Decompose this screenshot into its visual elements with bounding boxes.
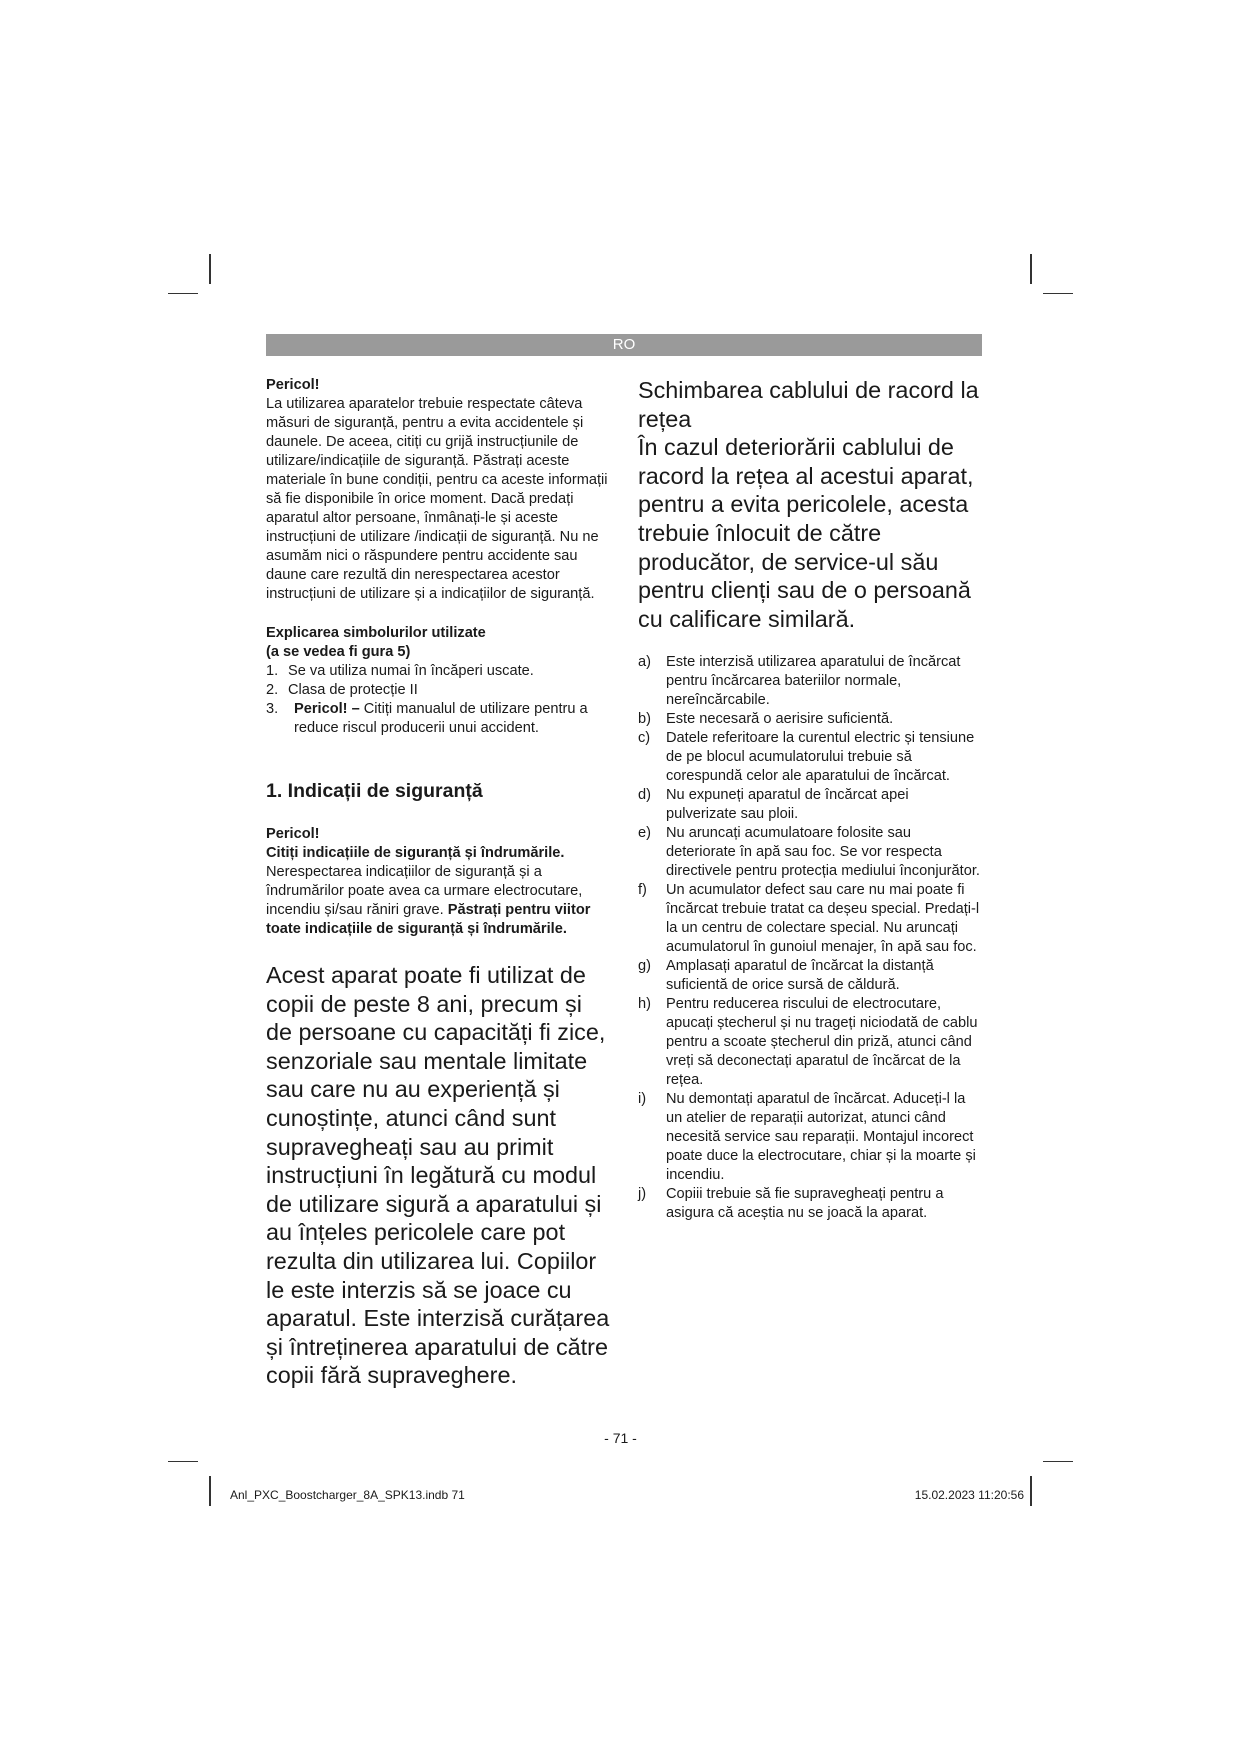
footer-filename: Anl_PXC_Boostcharger_8A_SPK13.indb 71: [230, 1488, 465, 1502]
list-item: 1. Se va utiliza numai în încăperi uscate.: [266, 663, 534, 679]
list-item: e) Nu aruncați acumulatoare folosite sau deteriorate în apă sau foc. Se vor respecta directivele pentru protecția mediului înconjurător.: [638, 825, 980, 880]
list-item: d) Nu expuneți aparatul de încărcat apei pulverizate sau ploii.: [638, 787, 909, 823]
list-item: a) Este interzisă utilizarea aparatului de încărcat pentru încărcarea bateriilor normale, nereîncărcabile.: [638, 654, 961, 709]
cable-title: Schimbarea cablului de racord la rețea: [638, 377, 979, 432]
danger2-body: Citiți indicațiile de siguranță și îndrumările. Nerespectarea indicațiilor de siguranță și a îndrumărilor poate avea ca urmare electrocutare, incendiu și/sau răniri grave. Păstrați pentru viitor toate indicațiile de siguranță și îndrumările.: [266, 845, 591, 937]
left-column: [266, 376, 614, 1390]
list-item: j) Copiii trebuie să fie supravegheați pentru a asigura că aceștia nu se joacă la aparat.: [638, 1186, 944, 1222]
danger-text: La utilizarea aparatelor trebuie respectate câteva măsuri de siguranță, pentru a evita accidentele și daunele. De aceea, citiți cu grijă instrucțiunile de utilizare/indicațiile de siguranță. Păstrați aceste materiale în bune condiții, pentru ca aceste informații să fie disponibile în orice moment. Dacă predați aparatul altor persoane, înmânați-le și aceste instrucțiuni de utilizare /indicații de siguranță. Nu ne asumăm nici o răspundere pentru accidente sau daune care rezultă din nerespectarea acestor instrucțiuni de utilizare și a indicațiilor de siguranță.: [266, 396, 608, 602]
list-item: 3. Pericol! – Citiți manualul de utilizare pentru a reduce riscul producerii unui accident.: [266, 701, 588, 736]
footer-datetime: 15.02.2023 11:20:56: [914, 1488, 1024, 1502]
crop-mark: [168, 293, 198, 294]
list-item: h) Pentru reducerea riscului de electrocutare, apucați ștecherul și nu trageți niciodată de cablu pentru a scoate ștecherul din priză, atunci când vreți să deconectați aparatul de încărcat de la rețea.: [638, 996, 978, 1089]
crop-mark: [168, 1461, 198, 1462]
danger-title: Pericol!: [266, 377, 320, 393]
page-number: - 71 -: [604, 1430, 637, 1446]
list-item: c) Datele referitoare la curentul electric și tensiune de pe blocul acumulatorului trebuie să corespundă celor ale aparatului de încărcat.: [638, 730, 975, 785]
symbols-list: [266, 662, 614, 738]
crop-mark: [209, 254, 211, 284]
crop-mark: [1030, 1476, 1032, 1506]
safety-list: [638, 653, 982, 1223]
section-title: 1. Indicații de siguranță: [266, 780, 483, 802]
crop-mark: [1043, 293, 1073, 294]
language-bar: RO: [266, 334, 982, 356]
list-item: 2. Clasa de protecție II: [266, 682, 418, 698]
danger2-title: Pericol!: [266, 826, 320, 842]
list-item: b) Este necesară o aerisire suficientă.: [638, 711, 894, 728]
children-warning: Acest aparat poate fi utilizat de copii de peste 8 ani, precum și de persoane cu capacități fi zice, senzoriale sau mentale limitate sau care nu au experiență și cunoștințe, atunci când sunt supravegheați sau au primit instrucțiuni în legătură cu modul de utilizare sigură a aparatului și au înțeles pericolele care pot rezulta din utilizarea lui. Copiilor le este interzis să se joace cu aparatul. Este interzisă curățarea și întreținerea aparatului de către copii fără supraveghere.: [266, 962, 610, 1389]
cable-text: În cazul deteriorării cablului de racord la rețea al acestui aparat, pentru a evita pericolele, acesta trebuie înlocuit de către producător, de service-ul său pentru clienți sau de o persoană cu calificare similară.: [638, 434, 974, 632]
symbols-subtitle: (a se vedea fi gura 5): [266, 644, 411, 660]
crop-mark: [209, 1476, 211, 1506]
right-column: [638, 376, 982, 1223]
list-item: i) Nu demontați aparatul de încărcat. Aduceți-l la un atelier de reparații autorizat, atunci când necesită service sau reparații. Montajul incorect poate duce la electrocutare, chiar și la moarte și incendiu.: [638, 1091, 976, 1184]
symbols-title: Explicarea simbolurilor utilizate: [266, 625, 486, 641]
crop-mark: [1043, 1461, 1073, 1462]
crop-mark: [1030, 254, 1032, 284]
list-item: g) Amplasați aparatul de încărcat la distanță suficientă de orice sursă de căldură.: [638, 958, 934, 994]
list-item: f) Un acumulator defect sau care nu mai poate fi încărcat trebuie tratat ca deșeu special. Predați-l la un centru de colectare special. Nu aruncați acumulatorul în gunoiul menajer, în apă sau foc.: [638, 882, 980, 956]
